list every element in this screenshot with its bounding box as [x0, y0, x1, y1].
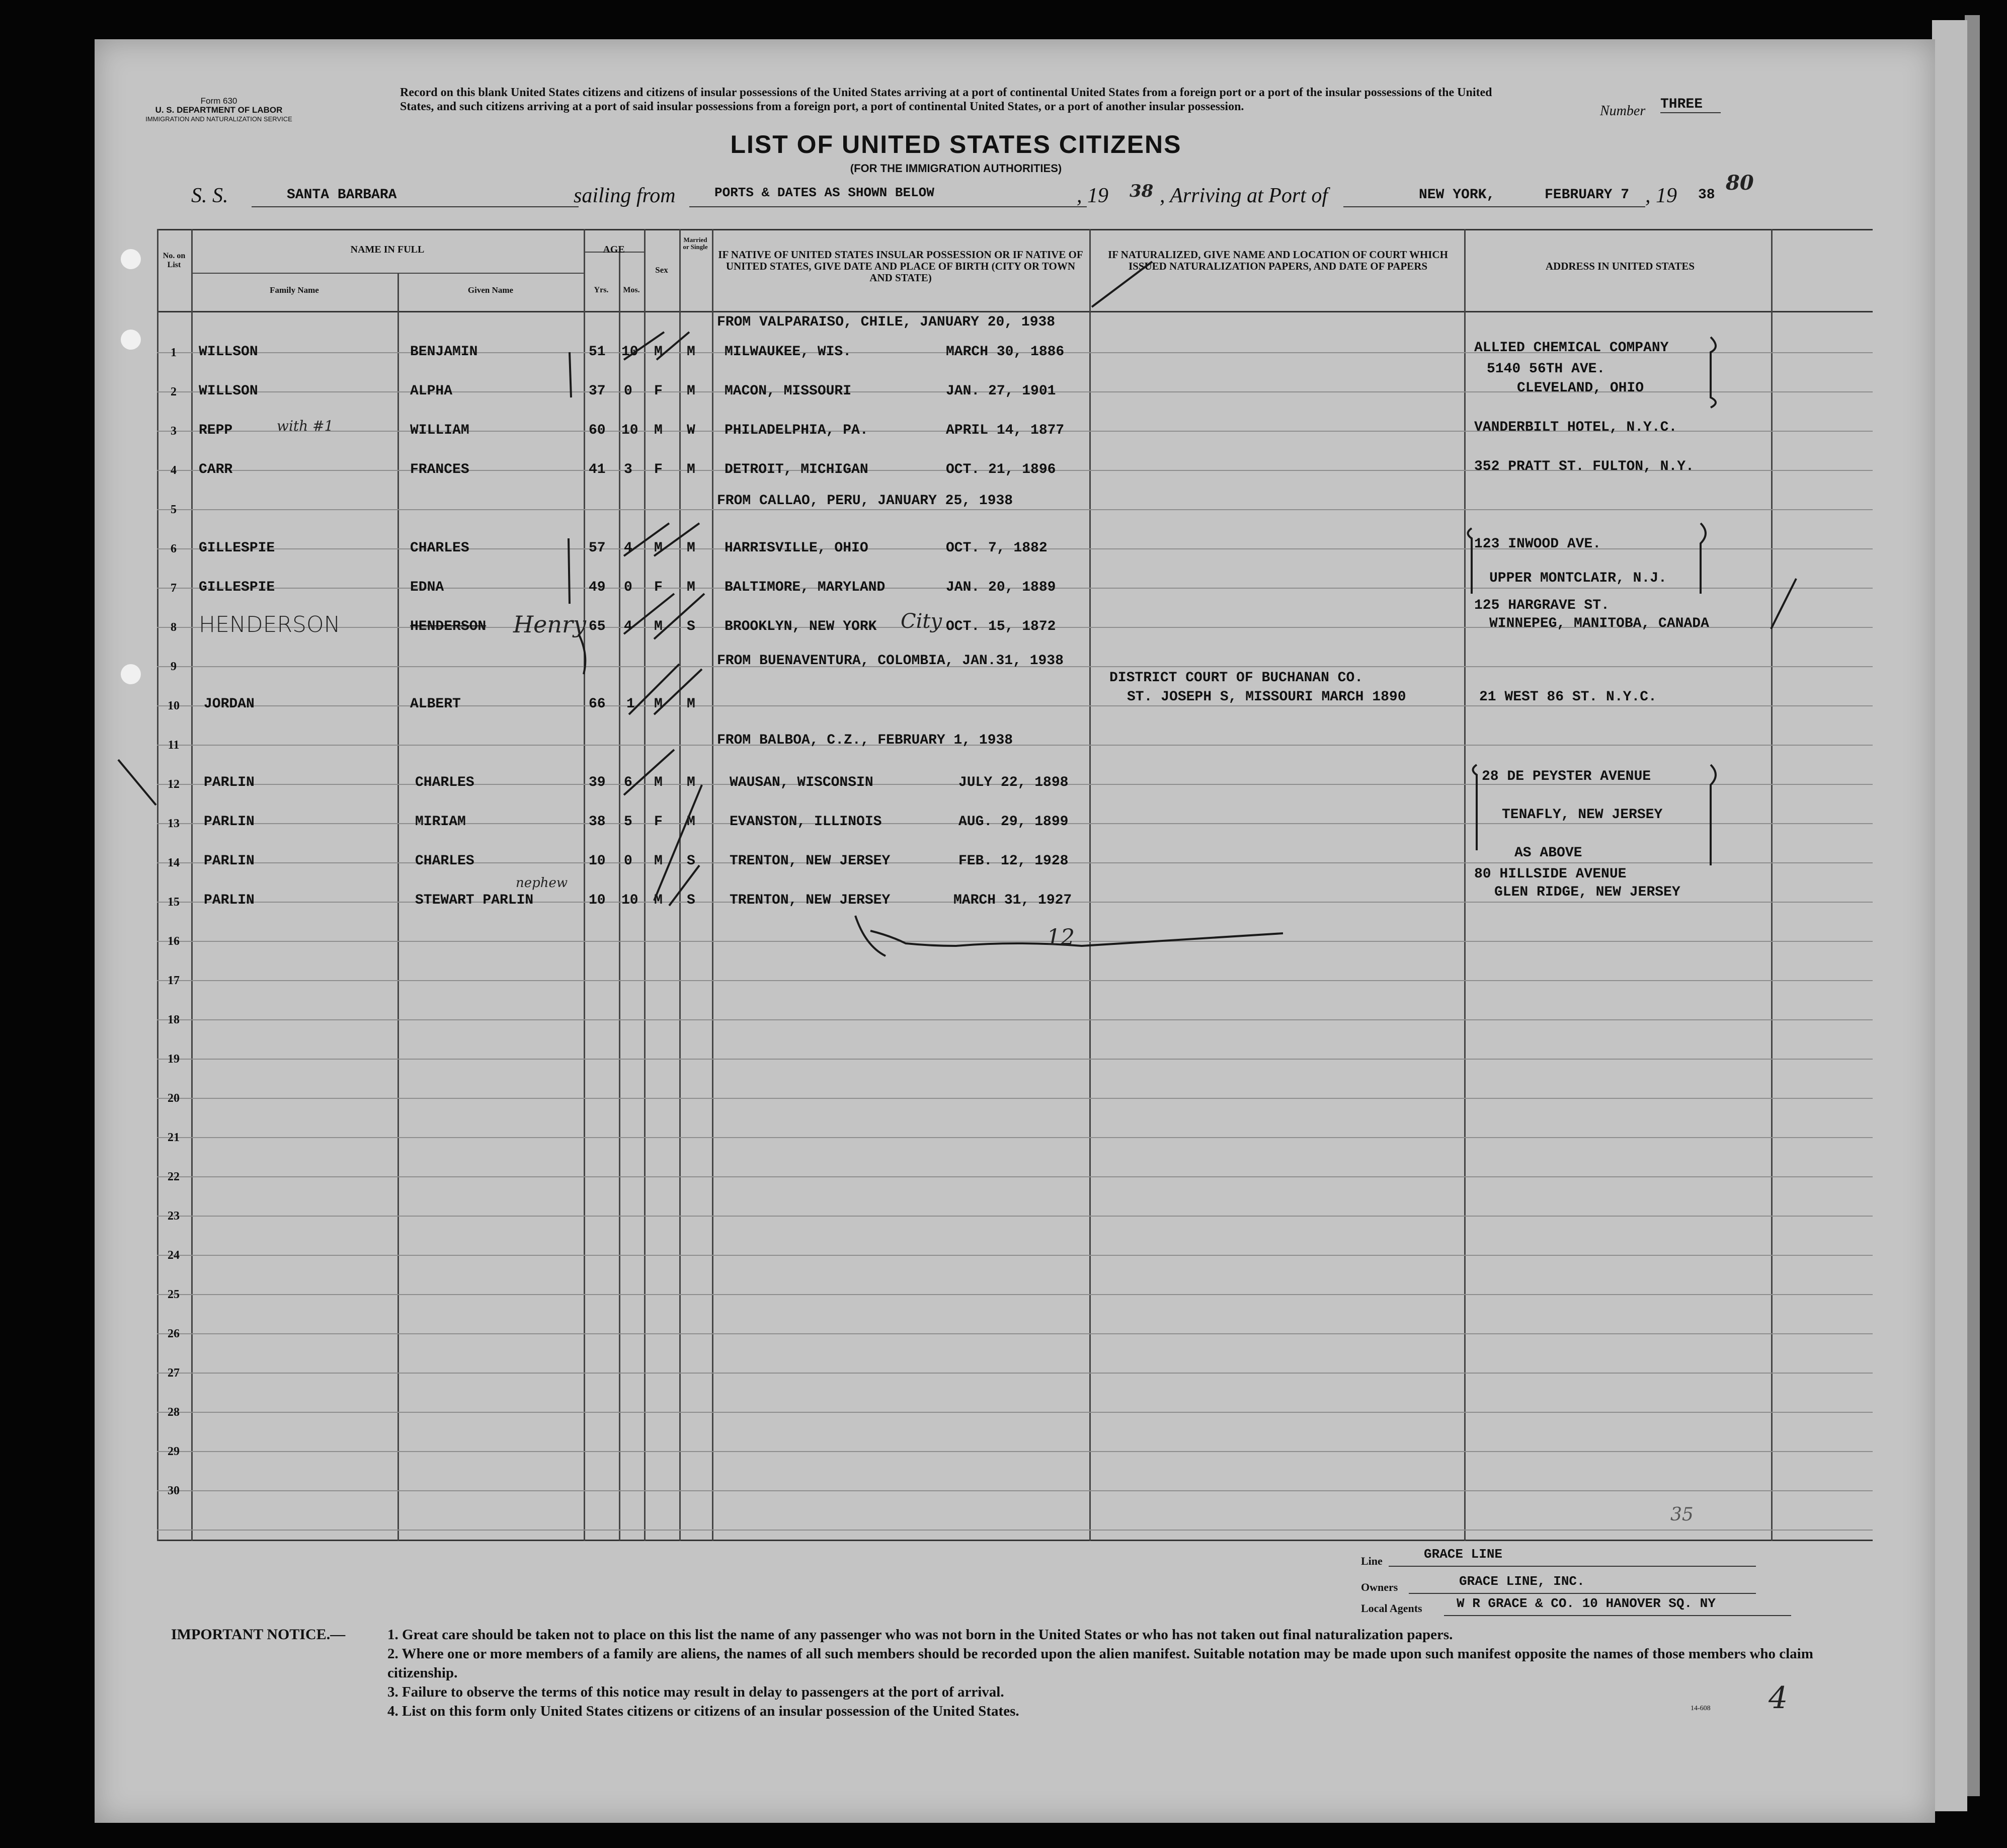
family-name: WILLSON	[199, 383, 258, 399]
family-name: CARR	[199, 462, 233, 477]
age-months: 0	[624, 853, 632, 869]
check-mark	[1771, 579, 1796, 629]
marital-status: M	[687, 344, 695, 360]
age-years: 37	[589, 383, 606, 399]
age-months: 4	[624, 619, 632, 634]
sex: F	[654, 462, 663, 477]
row-number: 27	[168, 1367, 180, 1380]
age-months: 5	[624, 814, 632, 830]
notice-heading: IMPORTANT NOTICE.—	[171, 1626, 346, 1643]
arriving-label: , Arriving at Port of	[1160, 184, 1328, 207]
ss-label: S. S.	[191, 184, 228, 207]
row-number: 6	[171, 542, 177, 555]
row-number: 9	[171, 660, 177, 673]
form-number: Form 630	[200, 96, 237, 106]
handwritten-city: City	[901, 610, 942, 633]
col-no: No. on List	[163, 252, 186, 269]
sex: M	[654, 619, 663, 634]
address: TENAFLY, NEW JERSEY	[1502, 807, 1663, 823]
age-months: 10	[621, 893, 638, 908]
pen-stroke	[569, 538, 570, 604]
agents-label: Local Agents	[1361, 1602, 1422, 1615]
birth-date: APRIL 14, 1877	[946, 423, 1065, 438]
notice-item: 2. Where one or more members of a family are aliens, the names of all such members should be recorded upon the alien manifest. Suitable notation may be made upon such manifest opposite the names of those members who claim citizenship.	[387, 1646, 1813, 1681]
underline	[1444, 1615, 1791, 1616]
row-number: 26	[168, 1327, 180, 1340]
given-name: CHARLES	[415, 853, 474, 869]
row-number: 11	[168, 739, 180, 752]
given-name: ALPHA	[410, 383, 453, 399]
notice-item: 1. Great care should be taken not to place on this list the name of any passenger who was not born in the United States or who has not taken out final naturalization papers.	[387, 1627, 1453, 1643]
age-months: 0	[624, 383, 632, 399]
birthplace: TRENTON, NEW JERSEY	[730, 893, 891, 908]
marital-status: M	[687, 814, 695, 830]
age-months: 4	[624, 540, 632, 556]
row-number: 25	[168, 1288, 180, 1301]
departure-line: FROM BALBOA, C.Z., FEBRUARY 1, 1938	[717, 733, 1013, 748]
row-number: 23	[168, 1210, 180, 1223]
age-years: 51	[589, 344, 606, 360]
year-arrival: 38	[1698, 187, 1715, 203]
arrival-date: FEBRUARY 7	[1545, 187, 1630, 203]
row-number: 12	[168, 778, 180, 791]
age-years: 57	[589, 540, 606, 556]
sex: M	[654, 853, 663, 869]
address: VANDERBILT HOTEL, N.Y.C.	[1474, 420, 1677, 435]
row-number: 28	[168, 1406, 180, 1419]
pen-stroke	[579, 634, 585, 674]
row-number: 3	[171, 425, 177, 438]
handwritten-nephew: nephew	[516, 875, 568, 891]
given-name: BENJAMIN	[410, 344, 478, 360]
birth-date: MARCH 30, 1886	[946, 344, 1065, 360]
address: AS ABOVE	[1514, 845, 1582, 861]
age-years: 66	[589, 696, 606, 712]
row-number: 16	[168, 935, 180, 948]
signature-text: 12	[1047, 925, 1075, 950]
sailing-from-value: PORTS & DATES AS SHOWN BELOW	[714, 185, 934, 200]
row-number: 14	[168, 856, 180, 869]
birth-date: JAN. 20, 1889	[946, 580, 1056, 595]
line-label: Line	[1361, 1555, 1383, 1567]
marital-status: S	[687, 853, 695, 869]
check-mark	[669, 865, 699, 906]
check-mark	[1092, 262, 1152, 307]
address-bracket	[1468, 528, 1472, 594]
col-naturalized: IF NATURALIZED, GIVE NAME AND LOCATION OF COURT WHICH ISSUED NATURALIZATION PAPERS, AND DATE OF PAPERS	[1108, 249, 1448, 272]
row-number: 21	[168, 1131, 180, 1144]
check-mark	[654, 785, 702, 901]
year-prefix: , 19	[1645, 184, 1677, 207]
row-number: 22	[168, 1170, 180, 1183]
address: ALLIED CHEMICAL COMPANY	[1474, 340, 1669, 356]
number-label: Number	[1600, 103, 1646, 119]
check-mark	[629, 664, 679, 714]
address: WINNEPEG, MANITOBA, CANADA	[1489, 616, 1709, 631]
pen-stroke	[570, 352, 571, 397]
address: CLEVELAND, OHIO	[1517, 380, 1644, 396]
birth-date: MARCH 31, 1927	[953, 893, 1072, 908]
row-number: 2	[171, 385, 177, 398]
marital-status: M	[687, 696, 695, 712]
row-number: 24	[168, 1249, 180, 1262]
given-name: WILLIAM	[410, 423, 469, 438]
col-age: AGE	[603, 244, 625, 255]
sailing-from-label: sailing from	[574, 184, 676, 207]
address: 80 HILLSIDE AVENUE	[1474, 866, 1627, 882]
marital-status: W	[687, 423, 695, 438]
age-years: 10	[589, 893, 606, 908]
age-years: 65	[589, 619, 606, 634]
marital-status: M	[687, 540, 695, 556]
naturalization-location: ST. JOSEPH S, MISSOURI MARCH 1890	[1127, 689, 1406, 705]
sex: M	[654, 696, 663, 712]
birthplace: TRENTON, NEW JERSEY	[730, 853, 891, 869]
departure-line: FROM BUENAVENTURA, COLOMBIA, JAN.31, 1938	[717, 653, 1064, 669]
given-name: MIRIAM	[415, 814, 466, 830]
birthplace: EVANSTON, ILLINOIS	[730, 814, 882, 830]
birth-date: OCT. 15, 1872	[946, 619, 1056, 634]
check-mark	[654, 669, 702, 714]
family-name: WILLSON	[199, 344, 258, 360]
pen-stroke	[118, 760, 156, 805]
row-number: 17	[168, 974, 180, 987]
col-yrs: Yrs.	[594, 286, 609, 294]
notice-item: 4. List on this form only United States citizens or citizens of an insular possession of the United States.	[387, 1703, 1019, 1719]
age-years: 10	[589, 853, 606, 869]
family-name: REPP	[199, 423, 233, 438]
family-name: PARLIN	[204, 893, 255, 908]
check-mark	[624, 750, 674, 795]
age-years: 38	[589, 814, 606, 830]
sex: M	[654, 540, 663, 556]
family-name: JORDAN	[204, 696, 255, 712]
col-mos: Mos.	[623, 286, 640, 294]
birthplace: MILWAUKEE, WIS.	[725, 344, 852, 360]
address: 28 DE PEYSTER AVENUE	[1482, 769, 1651, 784]
family-name: PARLIN	[204, 775, 255, 790]
sex: F	[654, 580, 663, 595]
row-number: 8	[171, 621, 177, 634]
age-years: 49	[589, 580, 606, 595]
col-birth: IF NATIVE OF UNITED STATES INSULAR POSSESSION OR IF NATIVE OF UNITED STATES, GIVE DATE AND PLACE OF BIRTH (CITY OR TOWN AND STATE)	[718, 249, 1083, 284]
age-months: 10	[621, 344, 638, 360]
address: 5140 56TH AVE.	[1487, 361, 1605, 377]
check-mark	[654, 594, 704, 639]
owners-label: Owners	[1361, 1581, 1398, 1593]
col-given-name: Given Name	[467, 285, 514, 295]
naturalization-court: DISTRICT COURT OF BUCHANAN CO.	[1109, 670, 1363, 686]
agents-value: W R GRACE & CO. 10 HANOVER SQ. NY	[1457, 1596, 1716, 1611]
row-number: 5	[171, 503, 177, 516]
age-years: 39	[589, 775, 606, 790]
address: 123 INWOOD AVE.	[1474, 536, 1601, 552]
check-mark	[624, 332, 664, 360]
given-name-struck: HENDERSON	[410, 619, 487, 634]
address: UPPER MONTCLAIR, N.J.	[1489, 571, 1667, 586]
row-number: 10	[168, 699, 180, 712]
row-number: 15	[168, 896, 180, 909]
year-sailing: 38	[1130, 181, 1154, 201]
birthplace: WAUSAN, WISCONSIN	[730, 775, 873, 790]
notice-list	[387, 1625, 1847, 1721]
handwritten-note: with #1	[277, 418, 334, 434]
age-months: 3	[624, 462, 632, 477]
birth-date: AUG. 29, 1899	[958, 814, 1069, 830]
row-number: 18	[168, 1013, 180, 1026]
departure-line: FROM VALPARAISO, CHILE, JANUARY 20, 1938	[717, 314, 1056, 330]
row-number: 4	[171, 464, 177, 477]
birthplace: DETROIT, MICHIGAN	[725, 462, 868, 477]
check-mark	[657, 332, 689, 360]
given-name: ALBERT	[410, 696, 461, 712]
birthplace: BROOKLYN, NEW YORK	[725, 619, 877, 634]
family-name: PARLIN	[204, 814, 255, 830]
row-number: 20	[168, 1092, 180, 1105]
col-sex: Sex	[655, 265, 668, 275]
sex: M	[654, 893, 663, 908]
page-subtitle: (FOR THE IMMIGRATION AUTHORITIES)	[850, 162, 1062, 175]
birth-date: OCT. 7, 1882	[946, 540, 1048, 556]
address: GLEN RIDGE, NEW JERSEY	[1494, 885, 1680, 900]
age-months: 6	[624, 775, 632, 790]
address-bracket	[1711, 337, 1716, 408]
sex: F	[654, 383, 663, 399]
birthplace: PHILADELPHIA, PA.	[725, 423, 868, 438]
underline	[1389, 1566, 1756, 1567]
given-name: FRANCES	[410, 462, 469, 477]
marital-status: S	[687, 893, 695, 908]
page-title: LIST OF UNITED STATES CITIZENS	[730, 130, 1182, 158]
col-address: ADDRESS IN UNITED STATES	[1545, 260, 1695, 272]
department-name: U. S. DEPARTMENT OF LABOR	[155, 105, 283, 115]
number-value: THREE	[1660, 97, 1721, 113]
row-number: 19	[168, 1053, 180, 1066]
age-months: 1	[626, 696, 635, 712]
age-years: 60	[589, 423, 606, 438]
row-number: 29	[168, 1445, 180, 1458]
age-months: 0	[624, 580, 632, 595]
birth-date: JAN. 27, 1901	[946, 383, 1056, 399]
age-months: 10	[621, 423, 638, 438]
col-married-single: Married or Single	[683, 236, 708, 251]
family-name: GILLESPIE	[199, 540, 275, 556]
given-name: CHARLES	[410, 540, 469, 556]
line-value: GRACE LINE	[1424, 1547, 1503, 1562]
marital-status: M	[687, 462, 695, 477]
address-bracket	[1711, 765, 1716, 865]
sex: F	[654, 814, 663, 830]
year-prefix: , 19	[1077, 184, 1108, 207]
address: 21 WEST 86 ST. N.Y.C.	[1479, 689, 1657, 705]
departure-line: FROM CALLAO, PERU, JANUARY 25, 1938	[717, 493, 1013, 509]
marital-status: S	[687, 619, 695, 634]
given-name: CHARLES	[415, 775, 474, 790]
family-name: PARLIN	[204, 853, 255, 869]
row-number: 1	[171, 346, 177, 359]
birthplace: MACON, MISSOURI	[725, 383, 852, 399]
birthplace: BALTIMORE, MARYLAND	[725, 580, 886, 595]
handwritten-given-name: Henry	[513, 611, 586, 638]
marital-status: M	[687, 383, 695, 399]
intro-text: Record on this blank United States citizens and citizens of insular possessions of the United States arriving at a port of continental United States from a foreign port or a port of the insular possessions of the United States, and such citizens arriving at a port of said insular possessions from a foreign port, a port of continental United States, or a port of another insular possession.	[400, 86, 1492, 113]
sex: M	[654, 344, 663, 360]
page-number: 4	[1769, 1680, 1788, 1716]
address: 352 PRATT ST. FULTON, N.Y.	[1474, 459, 1694, 474]
age-years: 41	[589, 462, 606, 477]
marital-status: M	[687, 580, 695, 595]
notice-item: 3. Failure to observe the terms of this notice may result in delay to passengers at the port of arrival.	[387, 1684, 1004, 1700]
birth-date: FEB. 12, 1928	[958, 853, 1069, 869]
address-bracket	[1701, 523, 1706, 594]
ship-name: SANTA BARBARA	[287, 187, 397, 203]
birth-date: JULY 22, 1898	[958, 775, 1069, 790]
print-code: 14-608	[1691, 1705, 1711, 1712]
birth-date: OCT. 21, 1896	[946, 462, 1056, 477]
address: 125 HARGRAVE ST.	[1474, 598, 1610, 613]
address-bracket	[1473, 765, 1477, 850]
owners-value: GRACE LINE, INC.	[1459, 1574, 1585, 1589]
birthplace: HARRISVILLE, OHIO	[725, 540, 868, 556]
sex: M	[654, 423, 663, 438]
col-family-name: Family Name	[270, 285, 319, 295]
sex: M	[654, 775, 663, 790]
family-name: GILLESPIE	[199, 580, 275, 595]
given-name: STEWART PARLIN	[415, 893, 534, 908]
underline	[1409, 1593, 1756, 1594]
row-number: 30	[168, 1484, 180, 1497]
marital-status: M	[687, 775, 695, 790]
col-name-in-full: NAME IN FULL	[350, 244, 425, 255]
row-number: 7	[171, 582, 177, 595]
service-name: IMMIGRATION AND NATURALIZATION SERVICE	[145, 115, 292, 123]
corner-mark: 80	[1726, 171, 1754, 195]
pencil-number: 35	[1670, 1504, 1694, 1525]
family-name: HENDERSON	[199, 612, 341, 637]
arrival-port: NEW YORK,	[1419, 187, 1495, 203]
row-number: 13	[168, 817, 180, 830]
given-name: EDNA	[410, 580, 444, 595]
